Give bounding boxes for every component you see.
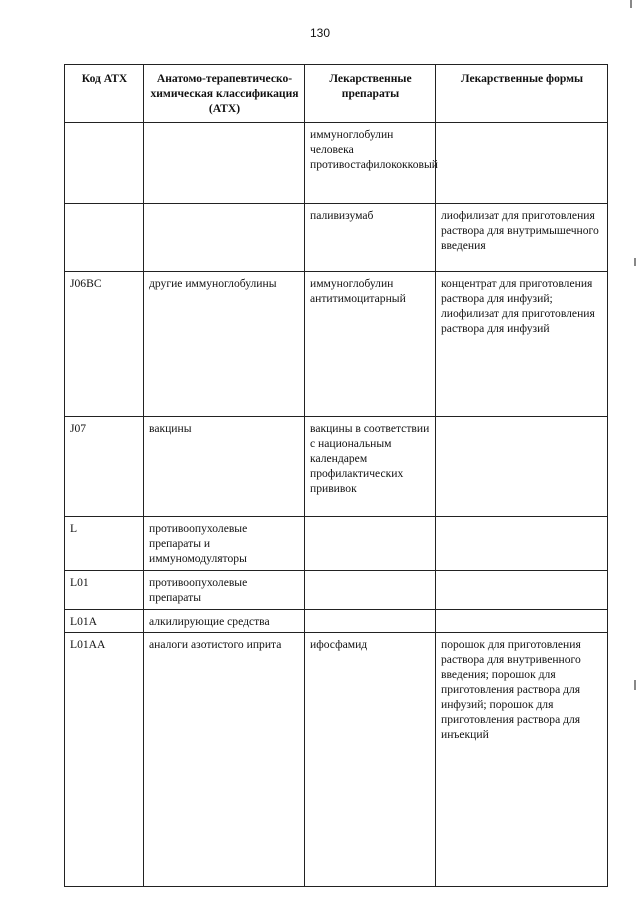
cell-classification: другие иммуноглобулины bbox=[144, 272, 305, 417]
table-row bbox=[65, 517, 608, 571]
cell-code: L bbox=[65, 517, 144, 571]
cell-forms bbox=[436, 123, 608, 204]
header-drugs: Лекарственные препараты bbox=[305, 65, 436, 123]
cell-drug: иммуноглобулин человека противостафилококковый bbox=[305, 123, 436, 204]
cell-classification: алкилирующие средства bbox=[144, 610, 305, 633]
cell-classification: вакцины bbox=[144, 417, 305, 517]
scan-mark bbox=[634, 258, 636, 266]
header-code: Код АТХ bbox=[65, 65, 144, 123]
cell-code: J06BC bbox=[65, 272, 144, 417]
cell-code: L01A bbox=[65, 610, 144, 633]
cell-classification bbox=[144, 123, 305, 204]
cell-drug: иммуноглобулин антитимоцитарный bbox=[305, 272, 436, 417]
cell-drug: вакцины в соответствии с национальным календарем профилактических прививок bbox=[305, 417, 436, 517]
cell-classification: аналоги азотистого иприта bbox=[144, 633, 305, 887]
cell-drug bbox=[305, 517, 436, 571]
cell-code bbox=[65, 123, 144, 204]
cell-code bbox=[65, 204, 144, 272]
table-row bbox=[65, 123, 608, 204]
cell-forms bbox=[436, 417, 608, 517]
cell-code: L01 bbox=[65, 571, 144, 610]
atx-table bbox=[64, 64, 608, 887]
table-row bbox=[65, 571, 608, 610]
header-forms: Лекарственные формы bbox=[436, 65, 608, 123]
table-header-row bbox=[65, 65, 608, 123]
table-row bbox=[65, 204, 608, 272]
cell-forms: порошок для приготовления раствора для внутривенного введения; порошок для приготовления раствора для инфузий; порошок для приготовления раствора для инъекций bbox=[436, 633, 608, 887]
cell-forms: концентрат для приготовления раствора для инфузий; лиофилизат для приготовления раствора для инфузий bbox=[436, 272, 608, 417]
page-number: 130 bbox=[309, 26, 331, 40]
cell-forms: лиофилизат для приготовления раствора для внутримышечного введения bbox=[436, 204, 608, 272]
cell-classification: противоопухолевые препараты bbox=[144, 571, 305, 610]
cell-code: J07 bbox=[65, 417, 144, 517]
table-row bbox=[65, 272, 608, 417]
cell-drug bbox=[305, 610, 436, 633]
cell-forms bbox=[436, 571, 608, 610]
cell-classification bbox=[144, 204, 305, 272]
cell-code: L01AA bbox=[65, 633, 144, 887]
scan-mark bbox=[634, 680, 636, 690]
table-row bbox=[65, 633, 608, 887]
cell-classification: противоопухолевые препараты и иммуномодуляторы bbox=[144, 517, 305, 571]
table-row bbox=[65, 417, 608, 517]
cell-forms bbox=[436, 610, 608, 633]
scan-mark bbox=[630, 0, 632, 8]
cell-drug bbox=[305, 571, 436, 610]
cell-drug: паливизумаб bbox=[305, 204, 436, 272]
header-classification: Анатомо-терапевтическо-химическая классификация (АТХ) bbox=[144, 65, 305, 123]
cell-forms bbox=[436, 517, 608, 571]
table-row bbox=[65, 610, 608, 633]
cell-drug: ифосфамид bbox=[305, 633, 436, 887]
